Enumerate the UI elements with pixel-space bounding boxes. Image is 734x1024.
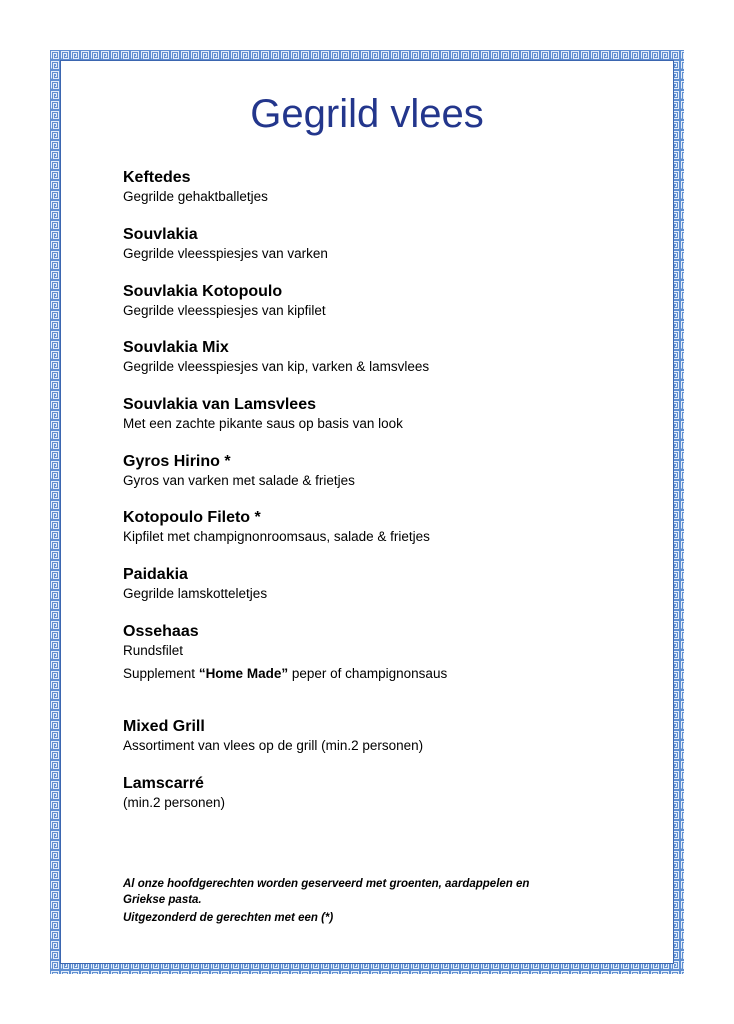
dish-description: Gegrilde lamskotteletjes <box>123 586 268 601</box>
dish-name: Kotopoulo Fileto * <box>123 509 261 526</box>
dish-name: Lamscarré <box>123 775 204 792</box>
dish-description: Gegrilde vleesspiesjes van kipfilet <box>123 303 326 318</box>
dish-description: Gegrilde vleesspiesjes van kip, varken & lamsvlees <box>123 359 430 374</box>
dish-item <box>123 718 423 754</box>
dish-supplement <box>123 665 447 682</box>
dish-description: Rundsfilet <box>123 643 184 658</box>
dish-name: Keftedes <box>123 169 191 186</box>
supplement-suffix: peper of champignonsaus <box>288 666 448 681</box>
dish-description: Assortiment van vlees op de grill (min.2 personen) <box>123 738 424 753</box>
dish-item <box>123 396 403 432</box>
dish-name: Gyros Hirino * <box>123 453 231 470</box>
dish-description: Gegrilde vleesspiesjes van varken <box>123 246 328 261</box>
dish-item <box>123 566 267 602</box>
dish-name: Paidakia <box>123 566 188 583</box>
footnote-line-1: Al onze hoofdgerechten worden geserveerd met groenten, aardappelen en Griekse pasta. <box>123 878 530 906</box>
dish-name: Mixed Grill <box>123 718 205 735</box>
dish-item <box>123 169 268 205</box>
dish-description: (min.2 personen) <box>123 795 226 810</box>
dish-name: Souvlakia Mix <box>123 339 229 356</box>
dish-item <box>123 623 447 682</box>
dish-name: Souvlakia Kotopoulo <box>123 283 283 300</box>
footnote <box>123 876 543 926</box>
dish-description: Gegrilde gehaktballetjes <box>123 189 268 204</box>
dish-item <box>123 453 355 489</box>
page-title: Gegrild vlees <box>250 92 484 136</box>
dish-item <box>123 775 225 811</box>
dish-description: Met een zachte pikante saus op basis van look <box>123 416 403 431</box>
dish-item <box>123 339 429 375</box>
supplement-highlight: “Home Made” <box>198 666 289 681</box>
dish-name: Souvlakia <box>123 226 198 243</box>
dish-description: Gyros van varken met salade & frietjes <box>123 473 355 488</box>
supplement-prefix: Supplement <box>123 666 199 681</box>
dish-description: Kipfilet met champignonroomsaus, salade & frietjes <box>123 529 430 544</box>
footnote-line-2: Uitgezonderd de gerechten met een (*) <box>123 912 334 924</box>
dish-item <box>123 226 328 262</box>
dish-name: Ossehaas <box>123 623 199 640</box>
dish-name: Souvlakia van Lamsvlees <box>123 396 316 413</box>
dish-item <box>123 509 430 545</box>
dish-item <box>123 283 326 319</box>
